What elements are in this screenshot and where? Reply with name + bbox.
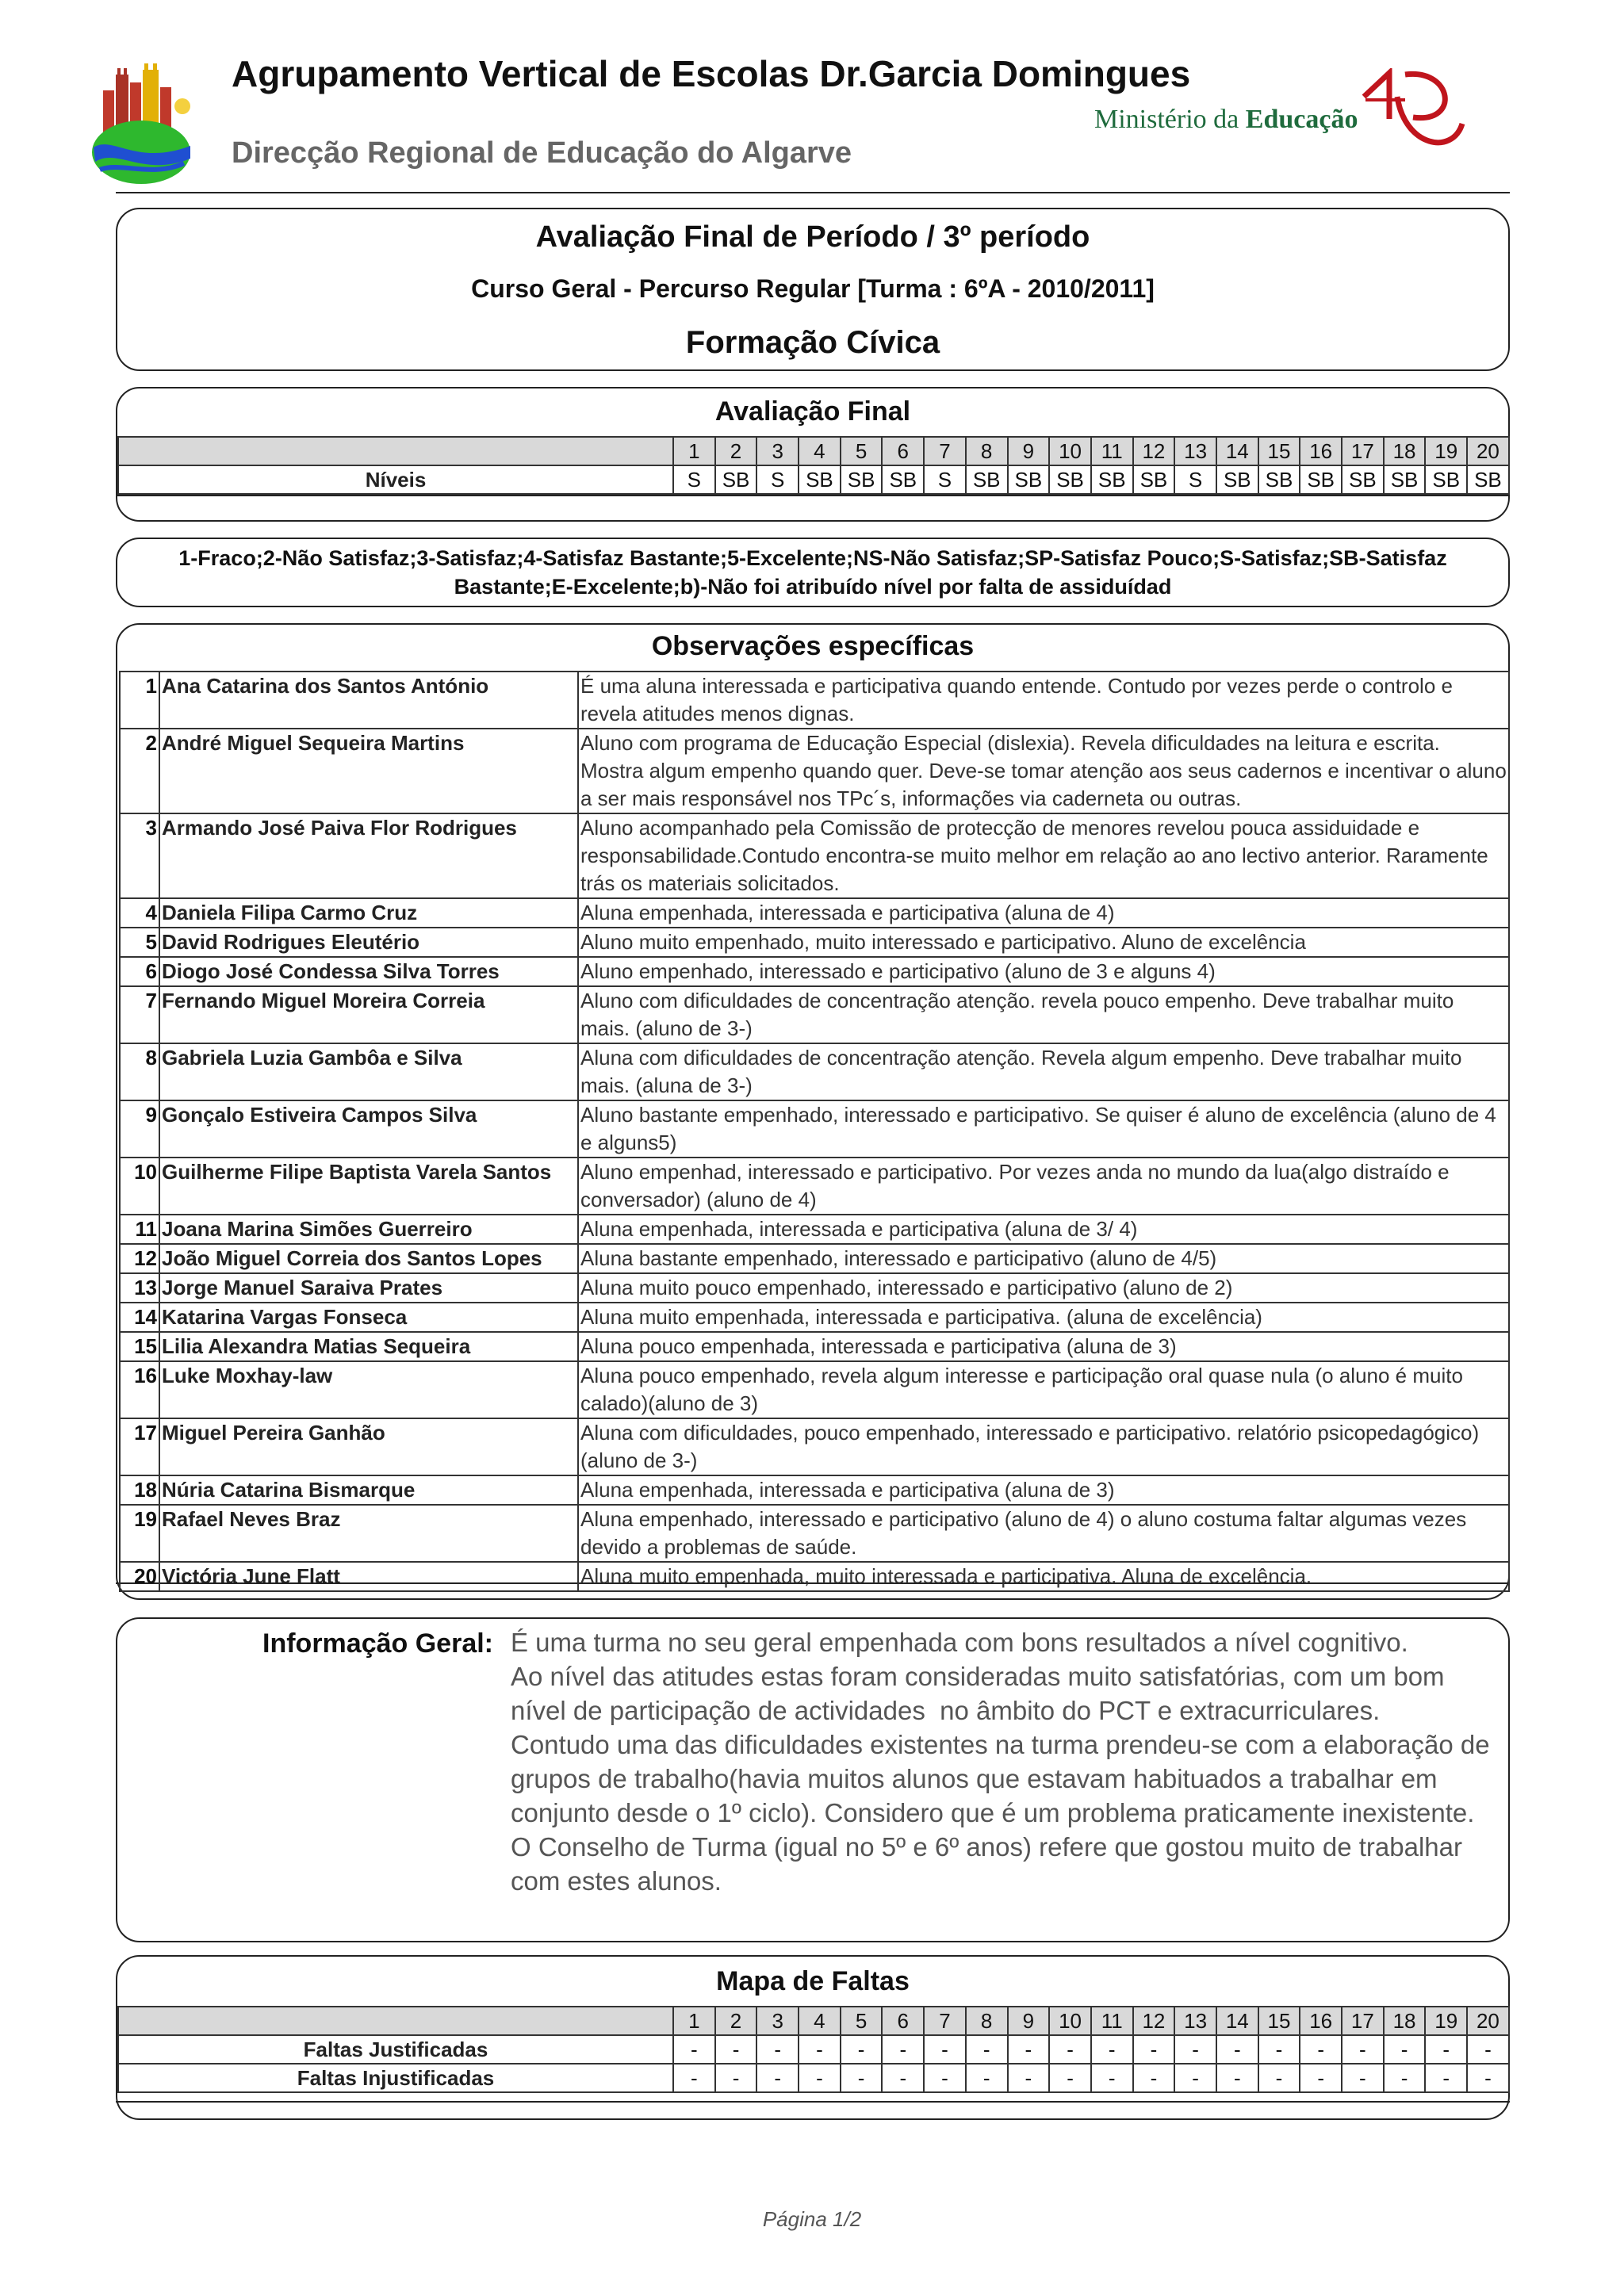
level-cell: S (1174, 465, 1216, 494)
col-header-1: 1 (673, 2007, 715, 2035)
student-name: Lilia Alexandra Matias Sequeira (159, 1332, 578, 1361)
absence-cell: - (966, 2035, 1008, 2064)
col-header-6: 6 (882, 437, 924, 465)
student-name: Fernando Miguel Moreira Correia (159, 986, 578, 1043)
observation-text: Aluna empenhada, interessada e participativa (aluna de 4) (578, 898, 1509, 928)
row-number: 3 (120, 813, 159, 898)
absence-cell: - (1174, 2035, 1216, 2064)
absence-cell: - (1049, 2035, 1091, 2064)
observation-text: Aluna pouco empenhado, revela algum interesse e participação oral quase nula (o aluno é muito calado)(aluno de 3) (578, 1361, 1509, 1418)
table-row (120, 813, 1509, 898)
absence-cell: - (1258, 2064, 1300, 2092)
col-header-9: 9 (1008, 437, 1050, 465)
col-header-7: 7 (924, 2007, 966, 2035)
justified-absences-row (118, 2035, 1509, 2064)
col-header-16: 16 (1300, 437, 1342, 465)
table-row (120, 1158, 1509, 1215)
student-name: André Miguel Sequeira Martins (159, 729, 578, 813)
student-name: Guilherme Filipe Baptista Varela Santos (159, 1158, 578, 1215)
absences-header-row (118, 2007, 1509, 2035)
absence-cell: - (924, 2035, 966, 2064)
table-row (120, 898, 1509, 928)
col-header-13: 13 (1174, 2007, 1216, 2035)
row-number: 5 (120, 928, 159, 957)
table-row (120, 1215, 1509, 1244)
row-number: 7 (120, 986, 159, 1043)
absences-table (117, 2006, 1510, 2093)
table-row (120, 1273, 1509, 1303)
col-header-1: 1 (673, 437, 715, 465)
absence-cell: - (1216, 2035, 1258, 2064)
level-cell: SB (966, 465, 1008, 494)
col-header-19: 19 (1425, 437, 1467, 465)
level-cell: SB (882, 465, 924, 494)
observation-text: Aluna empenhado, interessado e participativo (aluno de 4) o aluno costuma faltar algumas vezes devido a problemas de saúde. (578, 1505, 1509, 1562)
level-cell: S (756, 465, 799, 494)
col-header-7: 7 (924, 437, 966, 465)
student-name: Victória June Flatt (159, 1562, 578, 1591)
school-logo (89, 59, 200, 186)
observation-text: Aluno empenhad, interessado e participativo. Por vezes anda no mundo da lua(algo distraído e conversador) (aluno de 4) (578, 1158, 1509, 1215)
absence-cell: - (1049, 2064, 1091, 2092)
col-header-18: 18 (1384, 437, 1426, 465)
student-name: Katarina Vargas Fonseca (159, 1303, 578, 1332)
col-header-2: 2 (715, 437, 757, 465)
table-row (120, 1100, 1509, 1158)
row-number: 8 (120, 1043, 159, 1100)
observation-text: É uma aluna interessada e participativa quando entende. Contudo por vezes perde o controlo e revela atitudes menos dignas. (578, 672, 1509, 729)
absence-cell: - (673, 2064, 715, 2092)
table-row (120, 1361, 1509, 1418)
student-name: Jorge Manuel Saraiva Prates (159, 1273, 578, 1303)
row-number: 1 (120, 672, 159, 729)
col-header-10: 10 (1049, 2007, 1091, 2035)
observation-text: Aluno empenhado, interessado e participativo (aluno de 3 e alguns 4) (578, 957, 1509, 986)
level-cell: SB (1091, 465, 1133, 494)
table-row (120, 1475, 1509, 1505)
observation-text: Aluna muito empenhada, interessada e participativa. (aluna de excelência) (578, 1303, 1509, 1332)
unjustified-absences-label: Faltas Injustificadas (118, 2064, 673, 2092)
absence-cell: - (1425, 2064, 1467, 2092)
absence-cell: - (1467, 2035, 1509, 2064)
col-header-20: 20 (1467, 2007, 1509, 2035)
absence-cell: - (1216, 2064, 1258, 2092)
observation-text: Aluno acompanhado pela Comissão de protecção de menores revelou pouca assiduidade e responsabilidade.Contudo encontra-se muito melhor em relação ao ano lectivo anterior. Raramente trás os materiais solicitados. (578, 813, 1509, 898)
ministry-name (1094, 105, 1358, 135)
row-number: 13 (120, 1273, 159, 1303)
observation-text: Aluna muito empenhada, muito interessada e participativa. Aluna de excelência. (578, 1562, 1509, 1591)
observation-text: Aluna bastante empenhado, interessado e participativo (aluno de 4/5) (578, 1244, 1509, 1273)
justified-absences-label: Faltas Justificadas (118, 2035, 673, 2064)
table-row (120, 1043, 1509, 1100)
observation-text: Aluno com programa de Educação Especial (dislexia). Revela dificuldades na leitura e escrita. Mostra algum empenho quando quer. Deve-se tomar atenção aos seus cadernos e incentivar o aluno a ser mais responsável nos TPc´s, informações via caderneta ou outras. (578, 729, 1509, 813)
row-number: 18 (120, 1475, 159, 1505)
observation-text: Aluna pouco empenhada, interessada e participativa (aluna de 3) (578, 1332, 1509, 1361)
col-header-15: 15 (1258, 2007, 1300, 2035)
table-row (120, 1244, 1509, 1273)
absence-cell: - (1008, 2035, 1050, 2064)
level-cell: SB (1384, 465, 1426, 494)
report-title: Avaliação Final de Período / 3º período (535, 220, 1090, 254)
table-row (120, 928, 1509, 957)
general-info-label: Informação Geral: (262, 1628, 493, 1659)
observation-text: Aluno muito empenhado, muito interessado e participativo. Aluno de excelência (578, 928, 1509, 957)
ministry-logo (1358, 68, 1469, 155)
col-header-19: 19 (1425, 2007, 1467, 2035)
student-name: Luke Moxhay-law (159, 1361, 578, 1418)
table-row (120, 672, 1509, 729)
student-name: David Rodrigues Eleutério (159, 928, 578, 957)
col-header-11: 11 (1091, 437, 1133, 465)
student-name: Núria Catarina Bismarque (159, 1475, 578, 1505)
col-header-8: 8 (966, 437, 1008, 465)
grading-legend (127, 544, 1499, 601)
table-row (120, 729, 1509, 813)
student-name: João Miguel Correia dos Santos Lopes (159, 1244, 578, 1273)
table-row (120, 1303, 1509, 1332)
levels-row-label: Níveis (118, 465, 673, 494)
school-title: Agrupamento Vertical de Escolas Dr.Garcia Domingues (232, 53, 1191, 94)
col-header-2: 2 (715, 2007, 757, 2035)
absence-cell: - (1425, 2035, 1467, 2064)
report-subject: Formação Cívica (685, 325, 940, 360)
row-number: 9 (120, 1100, 159, 1158)
row-number: 14 (120, 1303, 159, 1332)
student-name: Joana Marina Simões Guerreiro (159, 1215, 578, 1244)
absence-cell: - (841, 2035, 883, 2064)
level-cell: SB (1258, 465, 1300, 494)
levels-header-row (118, 437, 1509, 465)
observation-text: Aluna empenhada, interessada e participativa (aluna de 3) (578, 1475, 1509, 1505)
student-name: Miguel Pereira Ganhão (159, 1418, 578, 1475)
row-number: 12 (120, 1244, 159, 1273)
student-name: Rafael Neves Braz (159, 1505, 578, 1562)
table-row (120, 1562, 1509, 1591)
col-header-13: 13 (1174, 437, 1216, 465)
levels-table (117, 436, 1510, 495)
level-cell: SB (1467, 465, 1509, 494)
col-header-14: 14 (1216, 437, 1258, 465)
observation-text: Aluna empenhada, interessada e participativa (aluna de 3/ 4) (578, 1215, 1509, 1244)
level-cell: S (924, 465, 966, 494)
levels-row (118, 465, 1509, 494)
col-header-3: 3 (756, 437, 799, 465)
absence-cell: - (1008, 2064, 1050, 2092)
absence-cell: - (1384, 2064, 1426, 2092)
col-header-12: 12 (1133, 2007, 1175, 2035)
absence-cell: - (799, 2064, 841, 2092)
report-course: Curso Geral - Percurso Regular [Turma : 6ºA - 2010/2011] (471, 274, 1155, 303)
col-header-12: 12 (1133, 437, 1175, 465)
col-header-20: 20 (1467, 437, 1509, 465)
level-cell: SB (1342, 465, 1384, 494)
col-header-3: 3 (756, 2007, 799, 2035)
absence-cell: - (799, 2035, 841, 2064)
level-cell: SB (715, 465, 757, 494)
page-number: Página 1/2 (762, 2207, 862, 2231)
ministry-name-bold: Educação (1245, 105, 1358, 134)
observation-text: Aluna muito pouco empenhado, interessado e participativo (aluno de 2) (578, 1273, 1509, 1303)
col-header-5: 5 (841, 2007, 883, 2035)
absence-cell: - (1133, 2064, 1175, 2092)
row-number: 15 (120, 1332, 159, 1361)
level-cell: SB (1425, 465, 1467, 494)
absence-cell: - (1300, 2035, 1342, 2064)
col-header-14: 14 (1216, 2007, 1258, 2035)
col-header-9: 9 (1008, 2007, 1050, 2035)
student-name: Armando José Paiva Flor Rodrigues (159, 813, 578, 898)
unjustified-absences-row (118, 2064, 1509, 2092)
level-cell: SB (1300, 465, 1342, 494)
absence-cell: - (1467, 2064, 1509, 2092)
observation-text: Aluna com dificuldades de concentração atenção. Revela algum empenho. Deve trabalhar muito mais. (aluna de 3-) (578, 1043, 1509, 1100)
legend-line-2: Bastante;E-Excelente;b)-Não foi atribuído nível por falta de assiduídad (454, 575, 1172, 599)
absences-header-blank (118, 2007, 673, 2035)
col-header-6: 6 (882, 2007, 924, 2035)
student-name: Gabriela Luzia Gambôa e Silva (159, 1043, 578, 1100)
col-header-18: 18 (1384, 2007, 1426, 2035)
absence-cell: - (966, 2064, 1008, 2092)
absence-cell: - (1384, 2035, 1426, 2064)
col-header-17: 17 (1342, 437, 1384, 465)
absence-cell: - (715, 2035, 757, 2064)
col-header-10: 10 (1049, 437, 1091, 465)
ministry-name-prefix: Ministério da (1094, 105, 1246, 134)
absence-cell: - (673, 2035, 715, 2064)
table-row (120, 1332, 1509, 1361)
absence-cell: - (756, 2064, 799, 2092)
level-cell: SB (841, 465, 883, 494)
col-header-4: 4 (799, 437, 841, 465)
absence-cell: - (1342, 2064, 1384, 2092)
col-header-5: 5 (841, 437, 883, 465)
absence-cell: - (1091, 2064, 1133, 2092)
student-name: Diogo José Condessa Silva Torres (159, 957, 578, 986)
table-row (120, 1505, 1509, 1562)
absence-cell: - (1174, 2064, 1216, 2092)
absence-cell: - (715, 2064, 757, 2092)
legend-line-1: 1-Fraco;2-Não Satisfaz;3-Satisfaz;4-Satisfaz Bastante;5-Excelente;NS-Não Satisfaz;SP-Satisfaz Pouco;S-Satisfaz;SB-Satisfaz (178, 546, 1447, 570)
absence-cell: - (756, 2035, 799, 2064)
col-header-11: 11 (1091, 2007, 1133, 2035)
table-row (120, 986, 1509, 1043)
row-number: 17 (120, 1418, 159, 1475)
row-number: 2 (120, 729, 159, 813)
level-cell: S (673, 465, 715, 494)
region-subtitle: Direcção Regional de Educação do Algarve (232, 136, 852, 170)
absence-cell: - (1091, 2035, 1133, 2064)
col-header-15: 15 (1258, 437, 1300, 465)
level-cell: SB (1133, 465, 1175, 494)
final-evaluation-title: Avaliação Final (714, 396, 911, 427)
absences-title: Mapa de Faltas (716, 1966, 910, 1996)
absence-cell: - (882, 2064, 924, 2092)
row-number: 4 (120, 898, 159, 928)
level-cell: SB (1049, 465, 1091, 494)
observation-text: Aluno com dificuldades de concentração atenção. revela pouco empenho. Deve trabalhar muito mais. (aluno de 3-) (578, 986, 1509, 1043)
observation-text: Aluna com dificuldades, pouco empenhado, interessado e participativo. relatório psicopedagógico) (aluno de 3-) (578, 1418, 1509, 1475)
observations-title: Observações específicas (651, 631, 975, 661)
student-name: Daniela Filipa Carmo Cruz (159, 898, 578, 928)
col-header-16: 16 (1300, 2007, 1342, 2035)
absence-cell: - (1133, 2035, 1175, 2064)
col-header-17: 17 (1342, 2007, 1384, 2035)
row-number: 20 (120, 1562, 159, 1591)
row-number: 16 (120, 1361, 159, 1418)
row-number: 6 (120, 957, 159, 986)
table-row (120, 957, 1509, 986)
absence-cell: - (1258, 2035, 1300, 2064)
row-number: 10 (120, 1158, 159, 1215)
general-info-text: É uma turma no seu geral empenhada com bons resultados a nível cognitivo. Ao nível das atitudes estas foram consideradas muito satisfatórias, com um bom nível de participação de actividades no âmbito do PCT e extracurriculares. Contudo uma das dificuldades existentes na turma prendeu-se com a elaboração de grupos de trabalho(havia muitos alunos que estavam habituados a trabalhar em conjunto desde o 1º ciclo). Considero que é um problema praticamente inexistente. O Conselho de Turma (igual no 5º e 6º anos) refere que gostou muito de trabalhar com estes alunos. (511, 1628, 1490, 1896)
absence-cell: - (882, 2035, 924, 2064)
level-cell: SB (799, 465, 841, 494)
student-name: Gonçalo Estiveira Campos Silva (159, 1100, 578, 1158)
observations-table (119, 671, 1510, 1592)
col-header-8: 8 (966, 2007, 1008, 2035)
absence-cell: - (841, 2064, 883, 2092)
col-header-4: 4 (799, 2007, 841, 2035)
observation-text: Aluno bastante empenhado, interessado e participativo. Se quiser é aluno de excelência (aluno de 4 e alguns5) (578, 1100, 1509, 1158)
table-row (120, 1418, 1509, 1475)
absence-cell: - (1300, 2064, 1342, 2092)
level-cell: SB (1216, 465, 1258, 494)
student-name: Ana Catarina dos Santos António (159, 672, 578, 729)
levels-header-blank (118, 437, 673, 465)
level-cell: SB (1008, 465, 1050, 494)
absence-cell: - (1342, 2035, 1384, 2064)
row-number: 19 (120, 1505, 159, 1562)
row-number: 11 (120, 1215, 159, 1244)
absence-cell: - (924, 2064, 966, 2092)
